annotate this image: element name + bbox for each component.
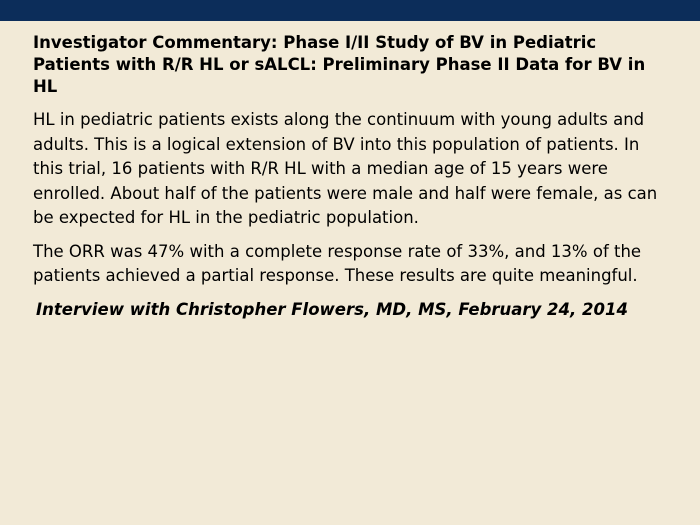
slide-title: Investigator Commentary: Phase I/II Study of BV in Pediatric Patients with R/R HL or sALCL: Preliminary Phase II Data for BV in HL [33, 33, 646, 96]
interview-attribution: Interview with Christopher Flowers, MD, MS, February 24, 2014 [36, 299, 628, 319]
slide-content [33, 32, 673, 322]
commentary-paragraph-1: HL in pediatric patients exists along the continuum with young adults and adults. This is a logical extension of BV into this population of patients. In this trial, 16 patients with R/R HL with a median age of 15 years were enrolled. About half of the patients were male and half were female, as can be expected for HL in the pediatric population. [33, 110, 658, 227]
header-bar [0, 0, 700, 21]
commentary-paragraph-2: The ORR was 47% with a complete response rate of 33%, and 13% of the patients achieved a partial response. These results are quite meaningful. [33, 241, 642, 285]
